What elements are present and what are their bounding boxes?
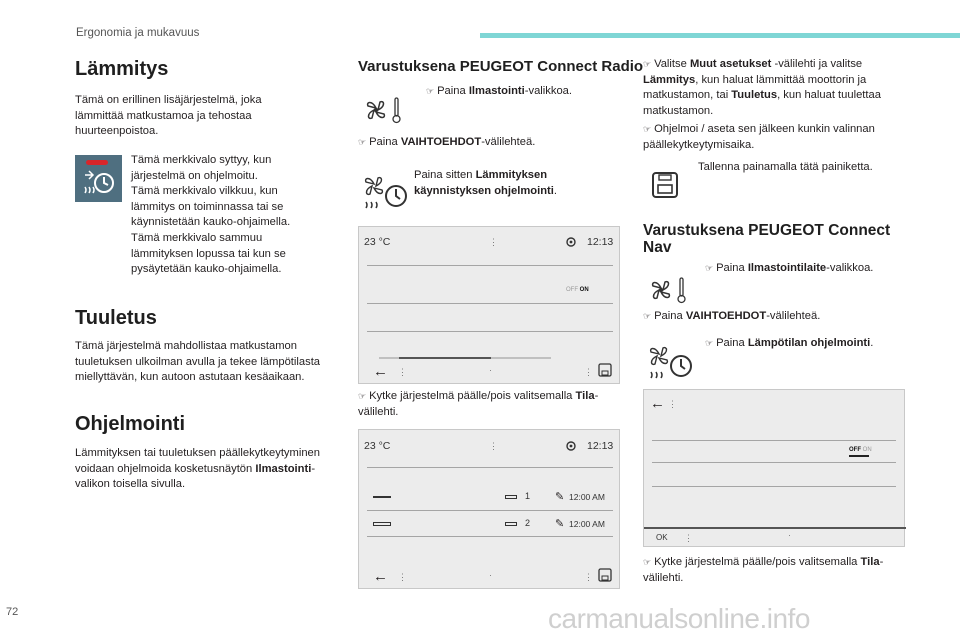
connect-radio-title: Varustuksena PEUGEOT Connect Radio xyxy=(358,58,644,75)
heating-title: Lämmitys xyxy=(75,58,169,80)
ventilation-paragraph: Tämä järjestelmä mahdollistaa matkustamon tuuletuksen ulkoilman avulla ja tekee lämpötilasta miellyttävän, kun autoon astutaan kesäaikaan. xyxy=(75,340,321,384)
screen-temperature: 23 °C xyxy=(364,236,391,248)
nav-step-2: ☞ Paina VAIHTOEHDOT-välilehteä. xyxy=(643,310,821,322)
radio-step-2: ☞ Paina VAIHTOEHDOT-välilehteä. xyxy=(358,136,536,148)
radio-schedule-screen: 23 °C ⋮ 12:13 1 ✎ 12:00 AM 2 ✎ 12:00 AM ← ⋮ · ⋮ xyxy=(358,429,620,589)
schedule-number: 2 xyxy=(525,518,531,528)
back-arrow-icon[interactable]: ← xyxy=(373,568,388,585)
on-off-toggle[interactable]: OFF ON xyxy=(849,447,872,453)
schedule-time: 12:00 AM xyxy=(569,492,605,502)
other-settings-step: ☞ Valitse Muut asetukset -välilehti ja valitse Lämmitys, kun haluat lämmittää moottorin ja matkustamon, tai Tuuletus, kun haluat tuulettaa matkustamon. xyxy=(643,58,881,117)
header-rule xyxy=(480,33,960,38)
heater-indicator-icon xyxy=(75,155,122,202)
screen-clock: 12:13 xyxy=(587,236,614,248)
section-header: Ergonomia ja mukavuus xyxy=(76,27,200,39)
heating-programming-icon xyxy=(360,170,410,214)
programming-paragraph: Lämmityksen tai tuuletuksen päällekytkeytyminen voidaan ohjelmoida kosketusnäytön Ilmastointi-valikon toisella sivulla. xyxy=(75,447,320,491)
nav-step-3: ☞ Paina Lämpötilan ohjelmointi. xyxy=(705,337,874,349)
on-off-toggle[interactable]: OFF ON xyxy=(566,287,589,293)
back-arrow-icon[interactable]: ← xyxy=(650,395,665,412)
schedule-toggle-2[interactable] xyxy=(373,522,391,526)
save-icon[interactable] xyxy=(598,363,612,382)
save-icon[interactable] xyxy=(598,568,612,587)
connect-nav-title: Varustuksena PEUGEOT Connect Nav xyxy=(643,222,891,256)
schedule-toggle-1[interactable] xyxy=(373,496,391,498)
page-number: 72 xyxy=(6,606,19,618)
screen-clock: 12:13 xyxy=(587,440,614,452)
save-icon xyxy=(648,166,684,202)
indicator-description: Tämä merkkivalo syttyy, kun järjestelmä on ohjelmoitu. Tämä merkkivalo vilkkuu, kun lämmitys on toiminnassa tai se käynnistetään kauko-ohjaimella. Tämä merkkivalo sammuu lämmityksen lopussa tai kun se pysäytetään kauko-ohjaimella. xyxy=(131,154,291,276)
settings-gear-icon[interactable] xyxy=(565,235,577,253)
nav-program-screen: ← ⋮ OFF ON OK ⋮ · xyxy=(643,389,905,547)
watermark: carmanualsonline.info xyxy=(548,603,810,634)
edit-pencil-icon[interactable]: ✎ xyxy=(555,518,565,530)
nav-step-1: ☞ Paina Ilmastointilaite-valikkoa. xyxy=(705,262,874,274)
edit-pencil-icon[interactable]: ✎ xyxy=(555,491,565,503)
heating-paragraph: Tämä on erillinen lisäjärjestelmä, joka lämmittää matkustamoa ja tehostaa huurteenpoistoa. xyxy=(75,94,262,138)
climate-menu-icon xyxy=(647,272,691,308)
settings-gear-icon[interactable] xyxy=(565,439,577,457)
screen-temperature: 23 °C xyxy=(364,440,391,452)
ok-button[interactable]: OK xyxy=(656,533,668,542)
ventilation-title: Tuuletus xyxy=(75,307,157,329)
radio-step-3: Paina sitten Lämmityksen käynnistyksen ohjelmointi. xyxy=(414,169,557,197)
programming-title: Ohjelmointi xyxy=(75,413,185,435)
radio-program-screen: 23 °C ⋮ 12:13 OFF ON ← ⋮ · ⋮ xyxy=(358,226,620,384)
program-time-step: ☞ Ohjelmoi / aseta sen jälkeen kunkin valinnan päällekytkeytymisaika. xyxy=(643,123,875,151)
schedule-number: 1 xyxy=(525,491,531,501)
nav-step-4: ☞ Kytke järjestelmä päälle/pois valitsemalla Tila-välilehti. xyxy=(643,556,884,584)
radio-step-1: ☞ Paina Ilmastointi-valikkoa. xyxy=(426,85,573,97)
radio-step-4: ☞ Kytke järjestelmä päälle/pois valitsemalla Tila-välilehti. xyxy=(358,390,599,418)
temperature-programming-icon xyxy=(645,340,695,384)
schedule-time: 12:00 AM xyxy=(569,519,605,529)
climate-menu-icon xyxy=(362,92,406,128)
save-description: Tallenna painamalla tätä painiketta. xyxy=(698,161,873,173)
back-arrow-icon[interactable]: ← xyxy=(373,363,388,380)
